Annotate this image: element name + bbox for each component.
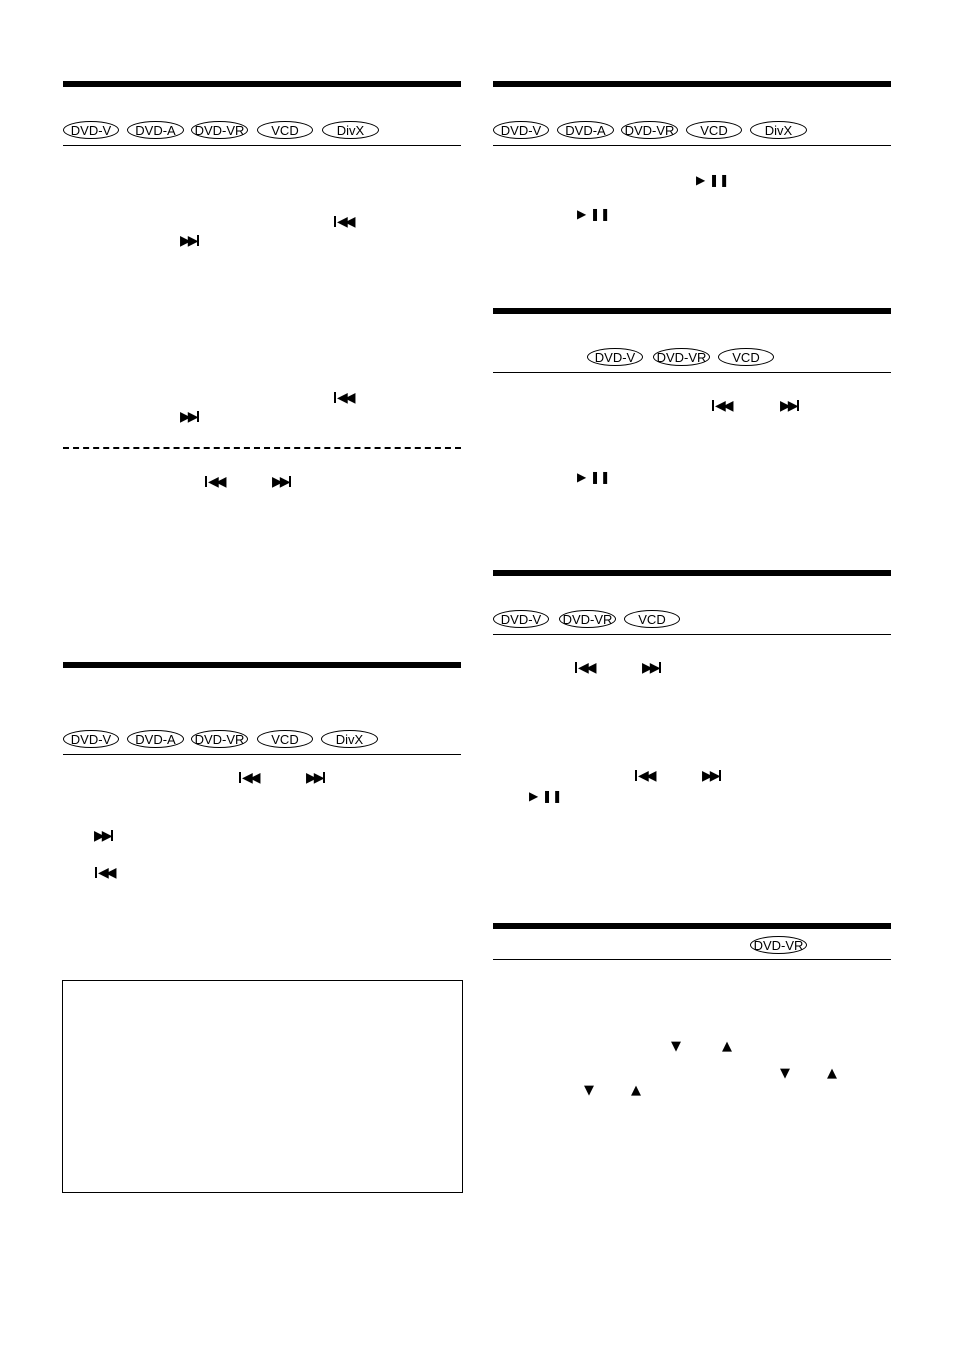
disc-badge-dvd-vr: DVD-VR [621,121,678,139]
arrow-down-icon: ▼ [780,1066,790,1081]
disc-badge-vcd: VCD [686,121,742,139]
section-rule-top [493,308,891,314]
section-rule-top [493,570,891,576]
section-rule-top [63,81,461,87]
skip-back-icon: ◀◀ [333,391,353,405]
disc-badge-divx: DivX [321,730,378,748]
disc-badge-vcd: VCD [718,348,774,366]
disc-badge-divx: DivX [322,121,379,139]
play-pause-icon: ▶ ❚❚ [696,173,730,187]
arrow-up-icon: ▲ [722,1039,732,1054]
section-underline [63,145,461,146]
skip-forward-icon: ▶▶ [780,399,800,413]
disc-badge-dvd-a: DVD-A [127,121,184,139]
skip-forward-icon: ▶▶ [272,475,292,489]
play-pause-icon: ▶ ❚❚ [529,789,563,803]
section-underline [493,372,891,373]
disc-badge-dvd-vr: DVD-VR [750,936,807,954]
disc-badge-vcd: VCD [624,610,680,628]
disc-badge-dvd-vr: DVD-VR [191,121,248,139]
skip-forward-icon: ▶▶ [180,234,200,248]
skip-back-icon: ◀◀ [94,866,114,880]
disc-badge-dvd-vr: DVD-VR [191,730,248,748]
disc-badge-dvd-a: DVD-A [127,730,184,748]
section-underline [493,959,891,960]
skip-back-icon: ◀◀ [574,661,594,675]
note-box [62,980,463,1193]
skip-forward-icon: ▶▶ [180,410,200,424]
skip-back-icon: ◀◀ [333,215,353,229]
skip-forward-icon: ▶▶ [94,829,114,843]
skip-forward-icon: ▶▶ [306,771,326,785]
skip-back-icon: ◀◀ [711,399,731,413]
skip-forward-icon: ▶▶ [642,661,662,675]
disc-badge-dvd-v: DVD-V [63,730,119,748]
disc-badge-dvd-vr: DVD-VR [559,610,616,628]
section-rule-top [493,923,891,929]
play-pause-icon: ▶ ❚❚ [577,470,611,484]
disc-badge-dvd-vr: DVD-VR [653,348,710,366]
skip-back-icon: ◀◀ [634,769,654,783]
skip-back-icon: ◀◀ [238,771,258,785]
disc-badge-dvd-a: DVD-A [557,121,614,139]
arrow-up-icon: ▲ [631,1083,641,1098]
section-rule-top [63,662,461,668]
section-underline [63,754,461,755]
disc-badge-dvd-v: DVD-V [493,121,549,139]
skip-forward-icon: ▶▶ [702,769,722,783]
disc-badge-vcd: VCD [257,121,313,139]
arrow-up-icon: ▲ [827,1066,837,1081]
section-underline [493,634,891,635]
dashed-divider [63,447,461,449]
arrow-down-icon: ▼ [671,1039,681,1054]
disc-badge-dvd-v: DVD-V [63,121,119,139]
skip-back-icon: ◀◀ [204,475,224,489]
section-underline [493,145,891,146]
play-pause-icon: ▶ ❚❚ [577,207,611,221]
disc-badge-vcd: VCD [257,730,313,748]
arrow-down-icon: ▼ [584,1083,594,1098]
disc-badge-dvd-v: DVD-V [587,348,643,366]
disc-badge-dvd-v: DVD-V [493,610,549,628]
disc-badge-divx: DivX [750,121,807,139]
section-rule-top [493,81,891,87]
